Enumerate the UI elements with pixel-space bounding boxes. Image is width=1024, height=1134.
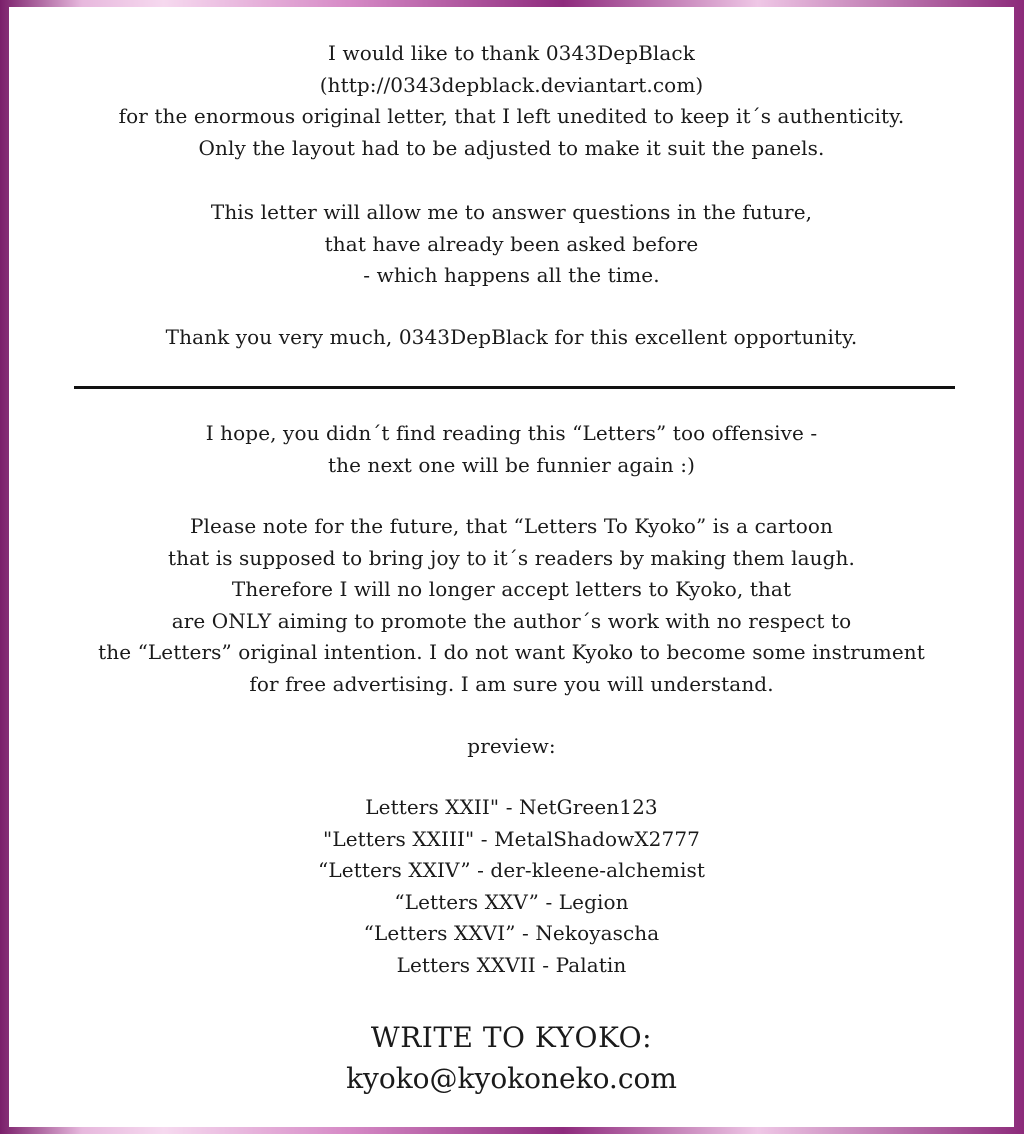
- purpose-paragraph: [9, 197, 1014, 292]
- contact-title: WRITE TO KYOKO:: [370, 1021, 653, 1054]
- preview-item: Letters XXVII - Palatin: [396, 952, 627, 977]
- hope-line: the next one will be funnier again :): [327, 452, 695, 477]
- notice-line: that is supposed to bring joy to it´s readers by making them laugh.: [168, 545, 855, 570]
- preview-label-text: preview:: [467, 734, 556, 758]
- notice-line: Therefore I will no longer accept letters to Kyoko, that: [231, 577, 792, 601]
- notice-paragraph: [9, 511, 1014, 700]
- thanks-line: for the enormous original letter, that I left unedited to keep it´s authenticity.: [118, 104, 905, 128]
- preview-label: [9, 731, 1014, 763]
- section-divider: [74, 386, 955, 389]
- purpose-line: This letter will allow me to answer questions in the future,: [210, 200, 813, 224]
- preview-item: “Letters XXIV” - der-kleene-alchemist: [318, 858, 705, 882]
- hope-paragraph: [9, 418, 1014, 481]
- notice-line: Please note for the future, that “Letters To Kyoko” is a cartoon: [190, 514, 833, 538]
- purpose-line: that have already been asked before: [324, 231, 699, 256]
- gratitude-paragraph: [9, 322, 1014, 354]
- gratitude-line: Thank you very much, 0343DepBlack for this excellent opportunity.: [165, 325, 858, 349]
- contact-email[interactable]: kyoko@kyokoneko.com: [346, 1062, 677, 1095]
- letter-page: [9, 7, 1014, 1127]
- notice-line: are ONLY aiming to promote the author´s work with no respect to: [171, 608, 852, 633]
- thanks-paragraph: [9, 38, 1014, 164]
- preview-item: Letters XXII" - NetGreen123: [365, 795, 658, 819]
- notice-line: the “Letters” original intention. I do not want Kyoko to become some instrument: [98, 640, 925, 664]
- purpose-line: - which happens all the time.: [363, 263, 660, 287]
- thanks-line: Only the layout had to be adjusted to make it suit the panels.: [198, 135, 825, 160]
- preview-list: [9, 792, 1014, 981]
- thanks-line: I would like to thank 0343DepBlack: [328, 41, 695, 65]
- preview-item: “Letters XXVI” - Nekoyascha: [363, 921, 660, 945]
- preview-item: “Letters XXV” - Legion: [394, 889, 629, 914]
- preview-item: "Letters XXIII" - MetalShadowX2777: [323, 826, 700, 851]
- thanks-line: (http://0343depblack.deviantart.com): [319, 72, 704, 97]
- notice-line: for free advertising. I am sure you will understand.: [249, 671, 774, 696]
- hope-line: I hope, you didn´t find reading this “Letters” too offensive -: [205, 421, 818, 445]
